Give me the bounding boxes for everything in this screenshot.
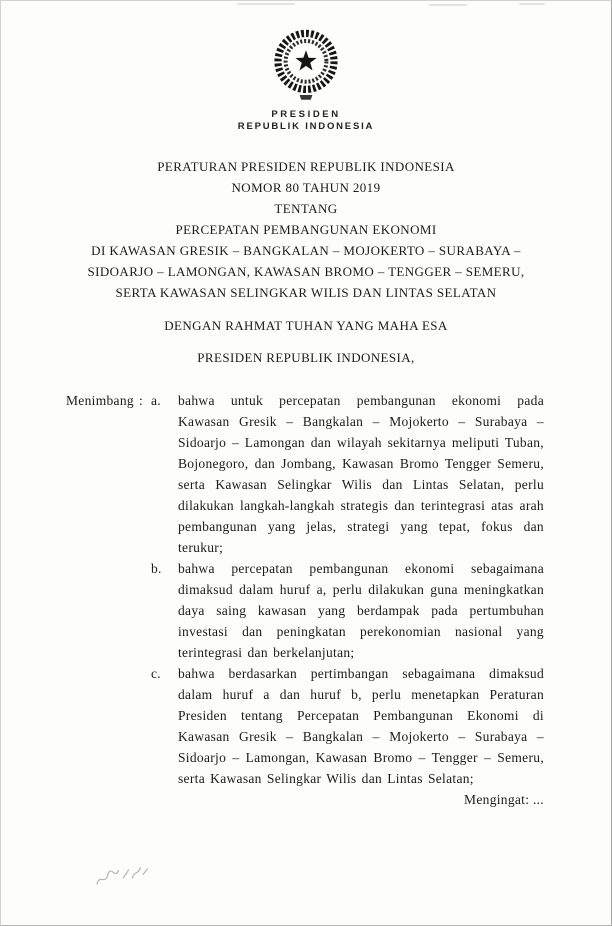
considering-item: [151, 663, 544, 789]
title-line: DI KAWASAN GRESIK – BANGKALAN – MOJOKERTO – SURABAYA –: [91, 243, 521, 258]
regulation-title: [1, 156, 611, 303]
title-line: PERATURAN PRESIDEN REPUBLIK INDONESIA: [157, 159, 455, 174]
letterhead-line-2: REPUBLIK INDONESIA: [237, 121, 375, 132]
invocation-line: DENGAN RAHMAT TUHAN YANG MAHA ESA: [164, 318, 448, 333]
considering-section: [1, 390, 611, 789]
star-icon: [295, 50, 316, 70]
title-line: TENTANG: [274, 201, 338, 216]
considering-label: Menimbang: [66, 393, 134, 408]
scan-artifact: [429, 4, 467, 6]
item-marker: b.: [151, 561, 162, 576]
title-line: SERTA KAWASAN SELINGKAR WILIS DAN LINTAS SELATAN: [115, 285, 497, 300]
title-line: PERCEPATAN PEMBANGUNAN EKONOMI: [175, 222, 437, 237]
item-marker: a.: [151, 393, 161, 408]
letterhead: [1, 109, 611, 133]
authority-line: PRESIDEN REPUBLIK INDONESIA,: [197, 350, 415, 365]
handwritten-annotation: [92, 860, 152, 891]
item-marker: c.: [151, 666, 161, 681]
presidential-seal-icon: [266, 21, 346, 105]
item-text: bahwa percepatan pembangunan ekonomi sebagaimana dimaksud dalam huruf a, perlu dilakukan guna meningkatkan daya saing kawasan yang berdampak pada pertumbuhan investasi dan peningkatan perekonomian nasional yang terintegrasi dan berkelanjutan;: [178, 561, 544, 660]
considering-items: [151, 390, 544, 789]
considering-item: [151, 558, 544, 663]
item-text: bahwa untuk percepatan pembangunan ekonomi pada Kawasan Gresik – Bangkalan – Mojokerto – Surabaya – Sidoarjo – Lamongan dan wilayah sekitarnya meliputi Tuban, Bojonegoro, dan Jombang, Kawasan Bromo Tengger Semeru, serta Kawasan Selingkar Wilis dan Lintas Selatan, perlu dilakukan langkah-langkah strategis dan terintegrasi atas arah pembangunan yang jelas, strategi yang tepat, fokus dan terukur;: [178, 393, 544, 555]
item-text: bahwa berdasarkan pertimbangan sebagaimana dimaksud dalam huruf a dan huruf b, perlu menetapkan Peraturan Presiden tentang Percepatan Pembangunan Ekonomi di Kawasan Gresik – Bangkalan – Mojokerto – Surabaya – Sidoarjo – Lamongan, Kawasan Bromo – Tengger – Semeru, serta Kawasan Selingkar Wilis dan Lintas Selatan;: [178, 666, 544, 786]
considering-item: [151, 390, 544, 558]
title-line: SIDOARJO – LAMONGAN, KAWASAN BROMO – TENGGER – SEMERU,: [87, 264, 525, 279]
ribbon-icon: [300, 95, 313, 100]
catchword-line: Mengingat: ...: [464, 792, 544, 807]
scan-artifact: [237, 3, 295, 5]
title-line: NOMOR 80 TAHUN 2019: [231, 180, 381, 195]
scan-artifact: [519, 3, 545, 5]
letterhead-line-1: PRESIDEN: [271, 109, 341, 120]
considering-separator: :: [139, 393, 144, 408]
